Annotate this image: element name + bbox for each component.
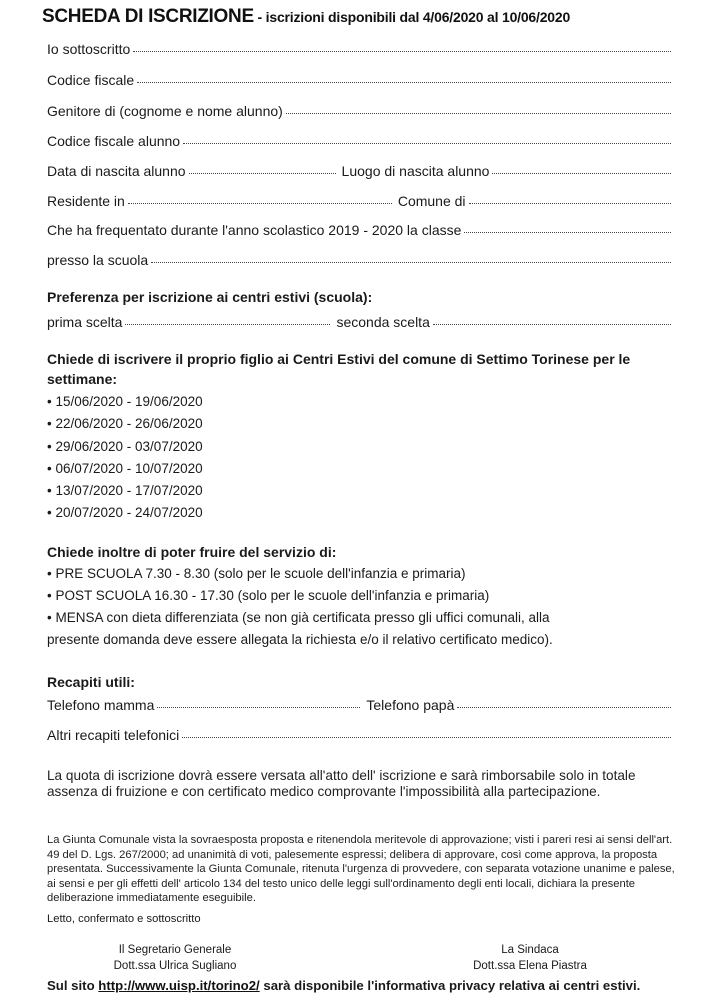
settimana-item[interactable]: • 22/06/2020 - 26/06/2020 [47, 416, 203, 432]
fill-line-data-nascita[interactable] [189, 173, 336, 174]
fill-line[interactable] [286, 113, 671, 114]
form-title: SCHEDA DI ISCRIZIONE [42, 6, 254, 27]
signature-sindaca [450, 943, 610, 974]
field-label: Codice fiscale [47, 72, 135, 88]
giunta-paragraph: La Giunta Comunale vista la sovraesposta proposta e ritenendola meritevole di approvazione; visti i pareri resi ai sensi dell'art. 49 del D. Lgs. 267/2000; ad unanimità di voti, palesemente espressi; delibera di approvare, così come approva, la proposta presentata. Successivamente la Giunta Comunale, ritenuta l'urgenza di provvedere, con separata votazione unanime e palese, ai sensi e per gli effetti dell' articolo 134 del testo unico delle leggi sull'ordinamento degli enti locali, dichiara la presente deliberazione immediatamente eseguibile. [47, 834, 675, 905]
field-label-telefono-papa: Telefono papà [366, 697, 455, 713]
field-telefoni-genitori[interactable] [47, 697, 673, 713]
field-label-residente-in: Residente in [47, 193, 125, 209]
footer-suffix: sarà disponibile l'informativa privacy relativa ai centri estivi. [259, 978, 641, 993]
field-label-luogo-nascita: Luogo di nascita alunno [341, 163, 490, 179]
servizio-mensa-note: presente domanda deve essere allegata la richiesta e/o il relativo certificato medico). [47, 632, 553, 647]
fill-line[interactable] [133, 51, 671, 52]
footer-prefix: Sul sito [47, 978, 99, 993]
field-label: Codice fiscale alunno [47, 133, 181, 149]
fill-line-luogo-nascita[interactable] [492, 173, 671, 174]
field-residenza[interactable] [47, 193, 673, 209]
fill-line-telefono-mamma[interactable] [157, 707, 360, 708]
field-altri-recapiti[interactable] [47, 727, 673, 743]
settimana-item[interactable]: • 15/06/2020 - 19/06/2020 [47, 394, 203, 409]
settimana-item[interactable]: • 29/06/2020 - 03/07/2020 [47, 438, 203, 454]
fill-line-comune[interactable] [469, 203, 671, 204]
uisp-link[interactable]: http://www.uisp.it/torino2/ [98, 978, 260, 993]
field-label-seconda-scelta: seconda scelta [336, 314, 430, 330]
settimana-item[interactable]: • 20/07/2020 - 24/07/2020 [47, 505, 203, 521]
field-genitore-di[interactable] [47, 103, 673, 119]
settimane-heading-line1: Chiede di iscrivere il proprio figlio ai Centri Estivi del comune di Settimo Torinese per le [47, 351, 631, 367]
fill-line[interactable] [137, 82, 671, 83]
fill-line-telefono-papa[interactable] [457, 707, 671, 708]
servizio-post-scuola[interactable]: • POST SCUOLA 16.30 - 17.30 (solo per le scuole dell'infanzia e primaria) [47, 588, 490, 603]
settimane-heading-line2: settimane: [47, 371, 118, 387]
signature-role: Il Segretario Generale [118, 944, 232, 956]
field-classe-frequentata[interactable] [47, 222, 673, 238]
fill-line-seconda-scelta[interactable] [433, 324, 671, 325]
servizi-heading: Chiede inoltre di poter fruire del servizio di: [47, 544, 337, 560]
servizio-pre-scuola[interactable]: • PRE SCUOLA 7.30 - 8.30 (solo per le scuole dell'infanzia e primaria) [47, 566, 466, 581]
signature-name: Dott.ssa Elena Piastra [473, 959, 587, 972]
field-preferenza-scelte[interactable] [47, 314, 673, 330]
fill-line-residente[interactable] [128, 203, 392, 204]
recapiti-heading: Recapiti utili: [47, 674, 135, 690]
field-label: Io sottoscritto [47, 41, 131, 57]
fill-line[interactable] [183, 143, 671, 144]
fill-line[interactable] [182, 737, 671, 738]
settimane-list [47, 391, 203, 525]
form-header [42, 6, 570, 28]
settimana-item[interactable]: • 13/07/2020 - 17/07/2020 [47, 483, 203, 499]
field-io-sottoscritto[interactable] [47, 41, 673, 57]
field-label-prima-scelta: prima scelta [47, 314, 123, 330]
fill-line-prima-scelta[interactable] [125, 324, 330, 325]
field-codice-fiscale-alunno[interactable] [47, 133, 673, 149]
field-label: Genitore di (cognome e nome alunno) [47, 103, 283, 119]
letto-confermato: Letto, confermato e sottoscritto [47, 913, 201, 925]
field-label-telefono-mamma: Telefono mamma [47, 697, 155, 713]
settimana-item[interactable]: • 06/07/2020 - 10/07/2020 [47, 460, 203, 476]
field-label-comune-di: Comune di [397, 193, 466, 209]
field-label-data-nascita: Data di nascita alunno [47, 163, 186, 179]
field-label: Altri recapiti telefonici [47, 727, 180, 743]
fill-line[interactable] [464, 232, 671, 233]
privacy-footer [47, 978, 640, 993]
signature-name: Dott.ssa Ulrica Sugliano [113, 959, 237, 972]
field-label: Che ha frequentato durante l'anno scolastico 2019 - 2020 la classe [47, 222, 462, 238]
signature-segretario [95, 943, 255, 974]
fill-line[interactable] [151, 262, 671, 263]
field-label: presso la scuola [47, 252, 149, 268]
field-codice-fiscale[interactable] [47, 72, 673, 88]
quota-paragraph: La quota di iscrizione dovrà essere versata all'atto dell' iscrizione e sarà rimborsabile solo in totale assenza di fruizione e con certificato medico comprovante l'impossibilità alla partecipazione. [47, 768, 636, 799]
servizio-mensa[interactable]: • MENSA con dieta differenziata (se non già certificata presso gli uffici comunali, alla [47, 610, 550, 625]
field-presso-scuola[interactable] [47, 252, 673, 268]
preferenza-heading: Preferenza per iscrizione ai centri estivi (scuola): [47, 289, 373, 305]
form-subtitle: - iscrizioni disponibili dal 4/06/2020 al 10/06/2020 [253, 9, 571, 25]
signature-role: La Sindaca [501, 944, 559, 956]
field-data-luogo-nascita[interactable] [47, 163, 673, 179]
